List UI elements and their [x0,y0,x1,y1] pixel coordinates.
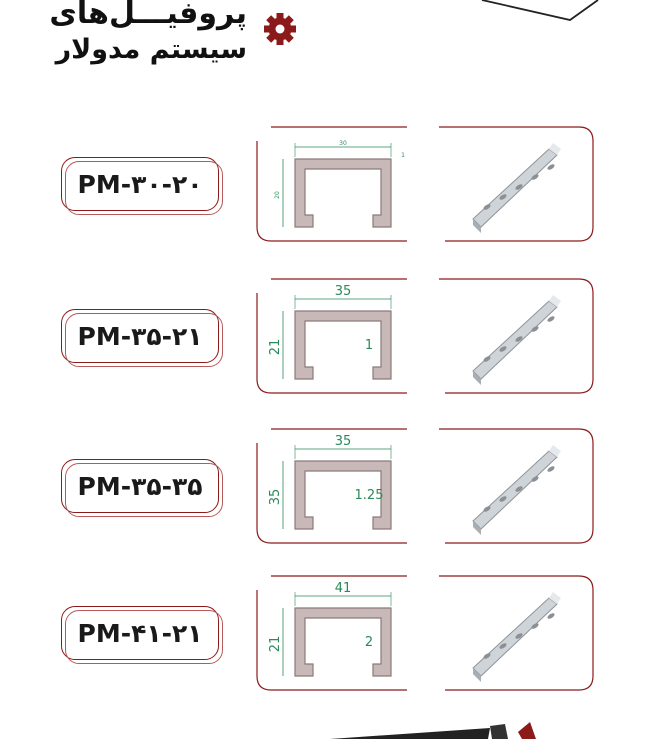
page-title-line-2: سیستم مدولار [55,34,247,65]
profile-label-box [61,157,219,211]
gear-icon [263,12,297,46]
profile-label-box [61,606,219,660]
page-title-line-1: پروفیـــل‌های [49,0,247,31]
profile-label-box [61,459,219,513]
profile-code: PM-۴۱-۲۱ [77,618,203,648]
dimension-thickness: 1 [364,338,374,353]
perforated-rail-icon [425,127,593,241]
profile-label-box [61,309,219,363]
dimension-height: 20 [274,191,281,199]
dimension-width: 35 [334,434,352,449]
perforated-rail-icon [425,576,593,690]
profile-cross-section [257,576,425,690]
dimension-height: 35 [268,488,283,506]
dimension-thickness: 2 [364,635,374,650]
profile-code: PM-۳۵-۳۵ [77,471,203,501]
perforated-rail-icon [425,279,593,393]
dimension-height: 21 [268,338,283,356]
dimension-thickness: 1.25 [354,488,384,503]
profile-cross-section [257,279,425,393]
profile-cross-section [257,429,425,543]
dimension-height: 21 [268,635,283,653]
dimension-width: 35 [334,284,352,299]
dimension-thickness: 1 [401,152,405,159]
profile-cross-section [257,127,425,241]
profile-code: PM-۳۵-۲۱ [77,321,203,351]
dimension-width: 41 [334,581,352,596]
dimension-width: 30 [339,140,347,147]
perforated-rail-icon [425,429,593,543]
corner-decoration [470,0,610,26]
footer-decoration [330,722,560,739]
profile-code: PM-۳۰-۲۰ [77,169,203,199]
